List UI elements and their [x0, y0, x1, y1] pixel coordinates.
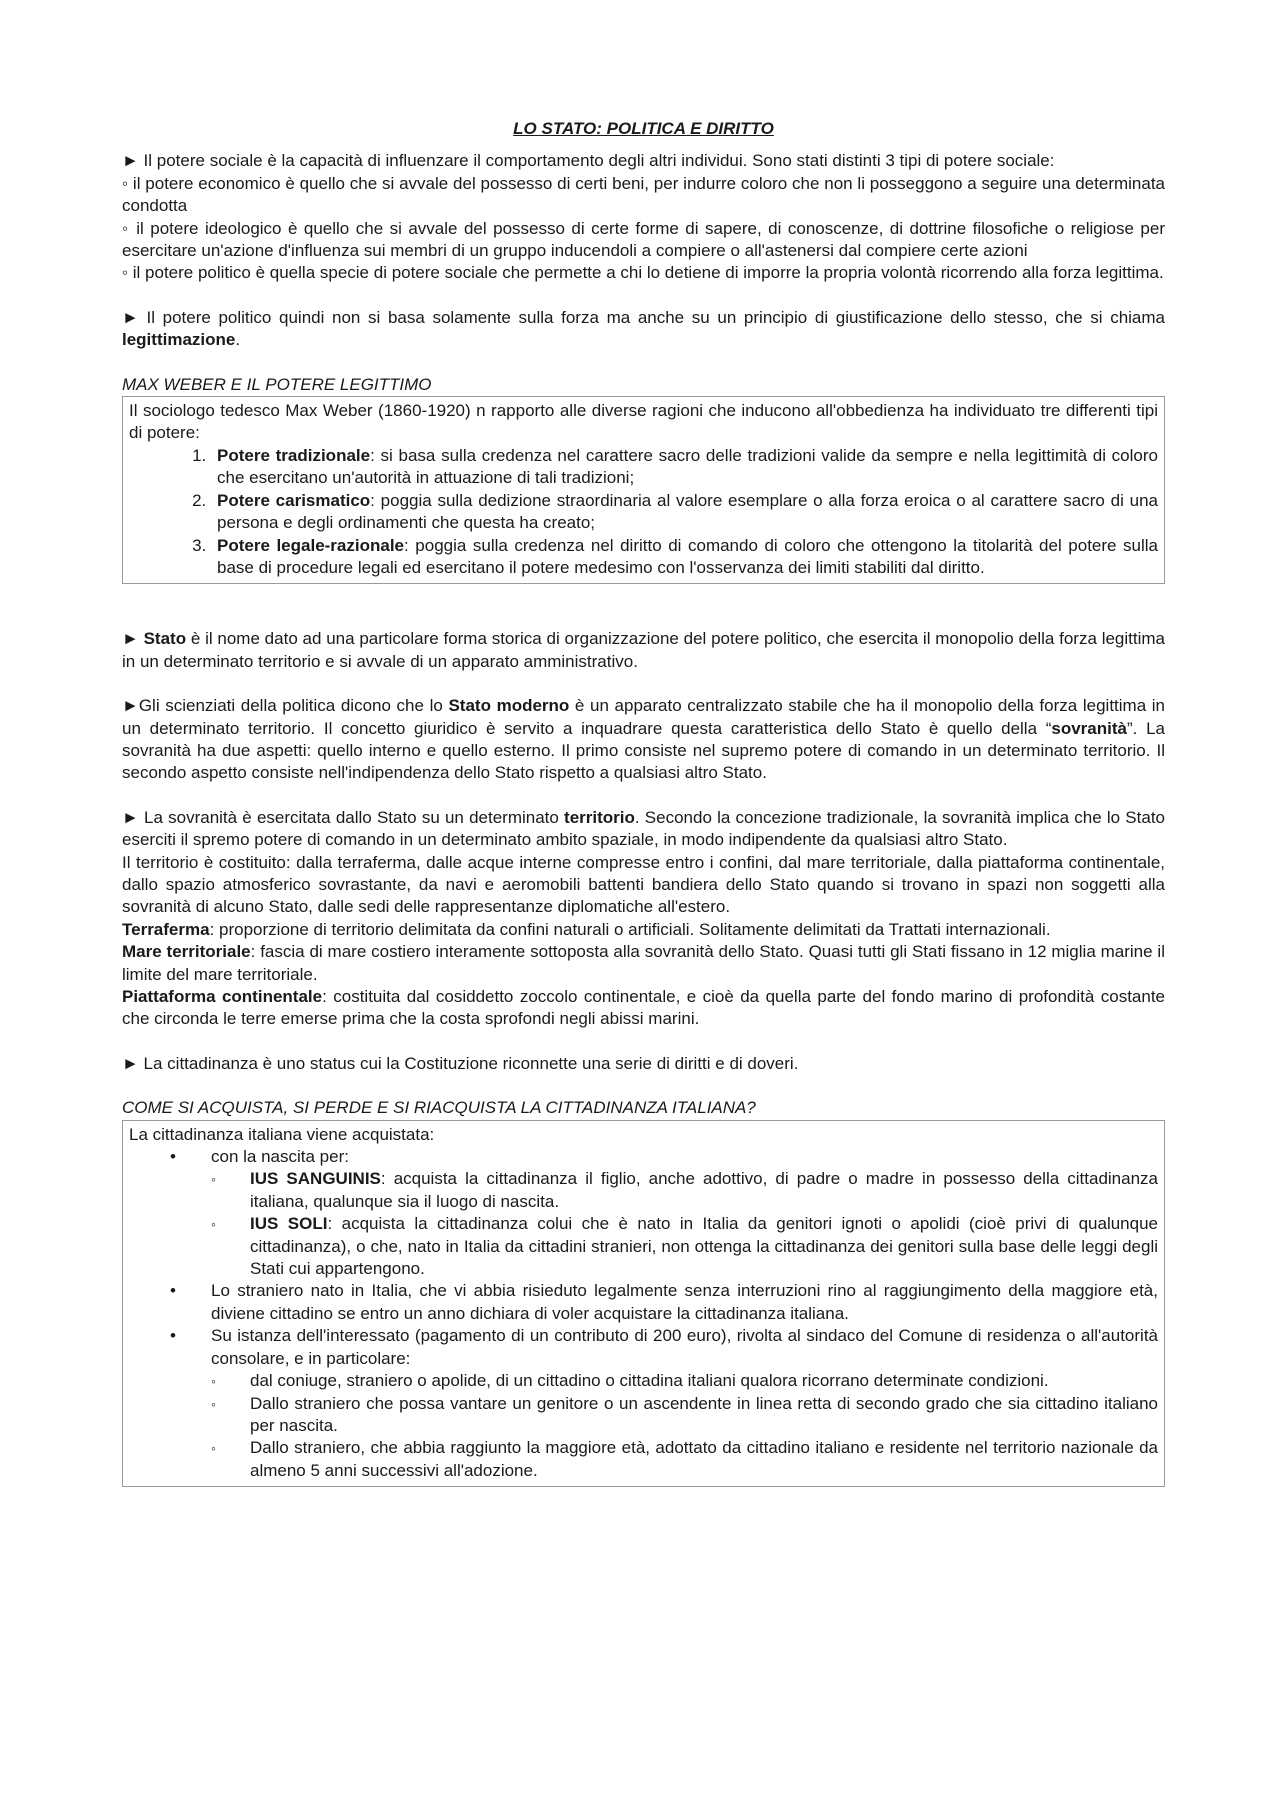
list-item: ◦ il potere economico è quello che si avvale del possesso di certi beni, per indurre coloro che non li posseggono a seguire una determinata condotta [122, 173, 1166, 216]
list-item: ◦ IUS SANGUINIS: acquista la cittadinanza il figlio, anche adottivo, di padre o madre in possesso della cittadinanza italiana, qualunque sia il luogo di nascita. [211, 1168, 1158, 1213]
bullet-icon: ◦ [122, 263, 129, 283]
arrow-icon: ► [122, 807, 139, 827]
list-item: ◦ il potere politico è quella specie di potere sociale che permette a chi lo detiene di imporre la propria volontà ricorrendo alla forza legittima. [122, 263, 1164, 283]
list-item: 2. Potere carismatico: poggia sulla dedizione straordinaria al valore esemplare o alla forza eroica o al carattere sacro di una persona e degli ordinamenti che questa ha creato; [211, 490, 1158, 535]
section-heading-weber: MAX WEBER E IL POTERE LEGITTIMO [122, 374, 432, 394]
arrow-icon: ► [122, 151, 139, 171]
paragraph-cittadinanza: ► La cittadinanza è uno status cui la Costituzione riconnette una serie di diritti e di doveri. [122, 1053, 799, 1073]
list-item: • Su istanza dell'interessato (pagamento di un contributo di 200 euro), rivolta al sindaco del Comune di residenza o all'autorità consolare, e in particolare: ◦ dal coniuge, straniero o apolide, di un cittadino o cittadina italiani qualora ricorrano determinate condizioni. ◦ Dallo straniero che possa vantare un genitore o un ascendente in linea retta di secondo grado che sia cittadino italiano per nascita. ◦ Dallo straniero, che abbia raggiunto la maggiore età, adottato da cittadino italiano e residente nel territorio nazionale da almeno 5 anni successivi all'adozione. [129, 1325, 1158, 1482]
list-item: • con la nascita per: ◦ IUS SANGUINIS: acquista la cittadinanza il figlio, anche adottivo, di padre o madre in possesso della cittadinanza italiana, qualunque sia il luogo di nascita. ◦ IUS SOLI: acquista la cittadinanza colui che è nato in Italia da genitori ignoti o apolidi (cioè privi di qualunque cittadinanza), o che, nato in Italia da cittadini stranieri, non ottenga la cittadinanza dei genitori sulla base delle leggi degli Stati cui appartengono. [129, 1146, 1158, 1280]
arrow-icon: ► [122, 307, 139, 327]
arrow-icon: ► [122, 629, 139, 649]
weber-list [129, 445, 1158, 579]
section-heading-cittadinanza: COME SI ACQUISTA, SI PERDE E SI RIACQUISTA LA CITTADINANZA ITALIANA? [122, 1098, 756, 1118]
bullet-icon: ◦ [122, 218, 130, 238]
section-territorio: ► La sovranità è esercitata dallo Stato su un determinato territorio. Secondo la concezione tradizionale, la sovranità implica che lo Stato eserciti il spremo potere di comando in un determinato ambito spaziale, in modo indipendente da qualsiasi altro Stato. Il territorio è costituito: dalla terraferma, dalle acque interne compresse entro i confini, dal mare territoriale, dalla piattaforma continentale, dallo spazio atmosferico sovrastante, da navi e aeromobili battenti bandiera dello Stato quando si trovano in spazi non soggetti alla sovranità di alcuno Stato, dalle sedi delle rappresentanze diplomatiche all'estero. Terraferma: proporzione di territorio delimitata da confini naturali o artificiali. Solitamente delimitati da Trattati internazionali. Mare territoriale: fascia di mare costiero interamente sottoposta alla sovranità dello Stato. Quasi tutti gli Stati fissano in 12 miglia marine il limite del mare territoriale. Piattaforma continentale: costituita dal cosiddetto zoccolo continentale, e cioè da quella parte del fondo marino di profondità costante che circonda le terre emerse prima che la costa sprofondi negli abissi marini. [122, 807, 1165, 1031]
list-item: ◦ dal coniuge, straniero o apolide, di un cittadino o cittadina italiani qualora ricorrano determinate condizioni. [211, 1370, 1158, 1392]
paragraph-stato-moderno: ►Gli scienziati della politica dicono che lo Stato moderno è un apparato centralizzato stabile che ha il monopolio della forza legittima in un determinato territorio. Il concetto giuridico è servito a inquadrare questa caratteristica dello Stato è quello della “sovranità”. La sovranità ha due aspetti: quello interno e quello esterno. Il primo consiste nel supremo potere di comando in un determinato territorio. Il secondo aspetto consiste nell'indipendenza dello Stato rispetto a qualsiasi altro Stato. [122, 696, 1166, 783]
document-page [122, 118, 1165, 1487]
list-item: 3. Potere legale-razionale: poggia sulla credenza nel diritto di comando di coloro che ottengono la titolarità del potere sulla base di procedure legali ed esercitano il potere medesimo con l'osservanza dei limiti stabiliti dal diritto. [211, 535, 1158, 580]
acquisto-list [129, 1146, 1158, 1482]
list-item: 1. Potere tradizionale: si basa sulla credenza nel carattere sacro delle tradizioni valide da sempre e nella legittimità di coloro che esercitano un'autorità in attuazione di tali tradizioni; [211, 445, 1158, 490]
list-item: • Lo straniero nato in Italia, che vi abbia risieduto legalmente senza interruzioni rino al raggiungimento della maggiore età, diviene cittadino se entro un anno dichiara di voler acquistare la cittadinanza italiana. [129, 1280, 1158, 1325]
paragraph-stato: ► Stato è il nome dato ad una particolare forma storica di organizzazione del potere politico, che esercita il monopolio della forza legittima in un determinato territorio e si avvale di un apparato amministrativo. [122, 629, 1165, 671]
bullet-icon: ◦ [122, 173, 129, 193]
section-potere-sociale: ► Il potere sociale è la capacità di influenzare il comportamento degli altri individui. Sono stati distinti 3 tipi di potere sociale: ◦ il potere economico è quello che si avvale del possesso di certi beni, per indurre coloro che non li posseggono a seguire una determinata condotta ◦ il potere ideologico è quello che si avvale del possesso di certe forme di sapere, di conoscenze, di dottrine filosofiche o religiose per esercitare un'azione d'influenza sui membri di un gruppo inducendoli a compiere o all'astenersi dal compiere certe azioni ◦ il potere politico è quella specie di potere sociale che permette a chi lo detiene di imporre la propria volontà ricorrendo alla forza legittima. [122, 150, 1165, 284]
arrow-icon: ► [122, 1053, 139, 1073]
list-item: ◦ il potere ideologico è quello che si avvale del possesso di certe forme di sapere, di conoscenze, di dottrine filosofiche o religiose per esercitare un'azione d'influenza sui membri di un gruppo inducendoli a compiere o all'astenersi dal compiere certe azioni [122, 218, 1165, 261]
list-item: ◦ Dallo straniero che possa vantare un genitore o un ascendente in linea retta di secondo grado che sia cittadino italiano per nascita. [211, 1393, 1158, 1438]
page-title: LO STATO: POLITICA E DIRITTO [513, 119, 774, 138]
definition: Mare territoriale: fascia di mare costiero interamente sottoposta alla sovranità dello Stato. Quasi tutti gli Stati fissano in 12 miglia marine il limite del mare territoriale. [122, 942, 1165, 984]
definition: Terraferma: proporzione di territorio delimitata da confini naturali o artificiali. Solitamente delimitati da Trattati internazionali. [122, 919, 1051, 939]
arrow-icon: ► [122, 696, 139, 716]
cittadinanza-box: La cittadinanza italiana viene acquistata: • con la nascita per: ◦ IUS SANGUINIS: acquista la cittadinanza il figlio, anche adottivo, di padre o madre in possesso della cittadinanza italiana, qualunque sia il luogo di nascita. ◦ IUS SOLI: acquista la cittadinanza colui che è nato in Italia da genitori ignoti o apolidi (cioè privi di qualunque cittadinanza), o che, nato in Italia da cittadini stranieri, non ottenga la cittadinanza dei genitori sulla base delle leggi degli Stati cui appartengono. • Lo straniero nato in Italia, che vi abbia risieduto legalmente senza interruzioni rino al raggiungimento della maggiore età, diviene cittadino se entro un anno dichiara di voler acquistare la cittadinanza italiana. • Su istanza dell'interessato (pagamento di un contributo di 200 euro), rivolta al sindaco del Comune di residenza o all'autorità consolare, e in particolare: ◦ dal coniuge, straniero o apolide, di un cittadino o cittadina italiani qualora ricorrano determinate condizioni. ◦ Dallo straniero che possa vantare un genitore o un ascendente in linea retta di secondo grado che sia cittadino italiano per nascita. ◦ Dallo straniero, che abbia raggiunto la maggiore età, adottato da cittadino italiano e residente nel territorio nazionale da almeno 5 anni successivi all'adozione. [122, 1120, 1165, 1488]
list-item: ◦ IUS SOLI: acquista la cittadinanza colui che è nato in Italia da genitori ignoti o apolidi (cioè privi di qualunque cittadinanza), o che, nato in Italia da cittadini stranieri, non ottenga la cittadinanza dei genitori sulla base delle leggi degli Stati cui appartengono. [211, 1213, 1158, 1280]
paragraph-potere-politico: ► Il potere politico quindi non si basa solamente sulla forza ma anche su un principio di giustificazione dello stesso, che si chiama legittimazione. [122, 307, 1165, 350]
weber-box: Il sociologo tedesco Max Weber (1860-1920) n rapporto alle diverse ragioni che inducono all'obbedienza ha individuato tre differenti tipi di potere: 1. Potere tradizionale: si basa sulla credenza nel carattere sacro delle tradizioni valide da sempre e nella legittimità di coloro che esercitano un'autorità in attuazione di tali tradizioni; 2. Potere carismatico: poggia sulla dedizione straordinaria al valore esemplare o alla forza eroica o al carattere sacro di una persona e degli ordinamenti che questa ha creato; 3. Potere legale-razionale: poggia sulla credenza nel diritto di comando di coloro che ottengono la titolarità del potere sulla base di procedure legali ed esercitano il potere medesimo con l'osservanza dei limiti stabiliti dal diritto. [122, 396, 1165, 584]
list-item: ◦ Dallo straniero, che abbia raggiunto la maggiore età, adottato da cittadino italiano e residente nel territorio nazionale da almeno 5 anni successivi all'adozione. [211, 1437, 1158, 1482]
definition: Piattaforma continentale: costituita dal cosiddetto zoccolo continentale, e cioè da quella parte del fondo marino di profondità costante che circonda le terre emerse prima che la costa sprofondi negli abissi marini. [122, 987, 1166, 1029]
